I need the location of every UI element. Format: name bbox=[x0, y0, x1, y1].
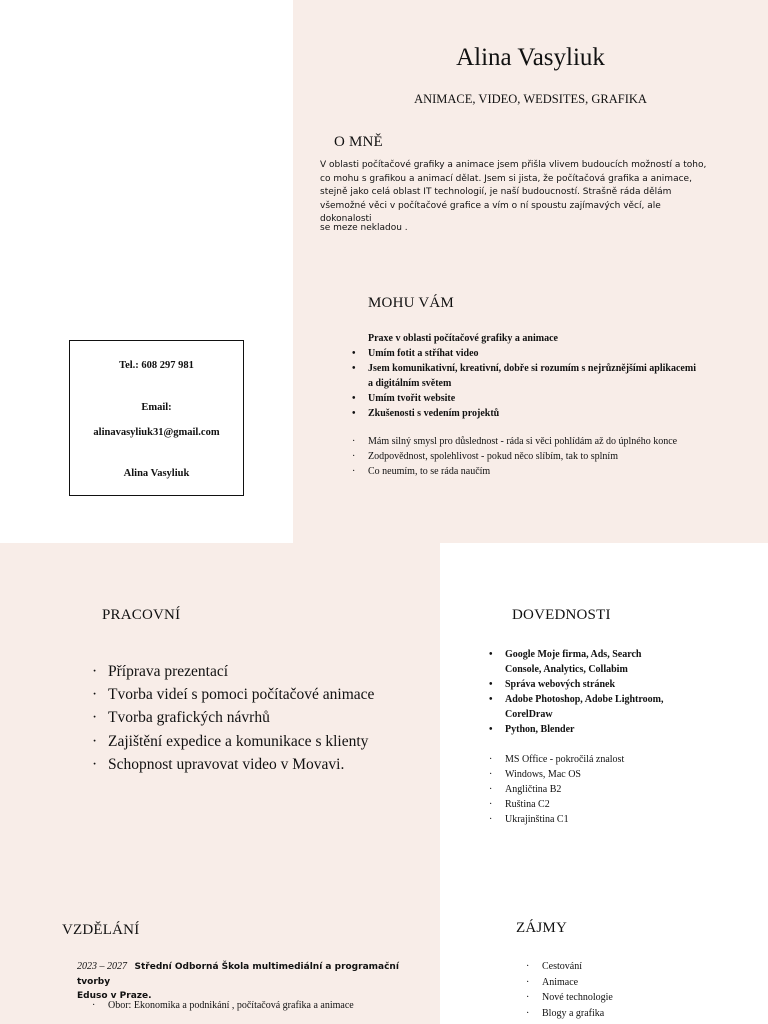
list-item-text: Umím fotit a stříhat video bbox=[368, 348, 479, 359]
work-list bbox=[92, 660, 432, 776]
list-item: · Co neumím, to se ráda naučím bbox=[352, 466, 491, 477]
list-item: · Nové technologie bbox=[526, 992, 613, 1003]
work-heading: PRACOVNÍ bbox=[102, 607, 181, 623]
list-item: · Obor: Ekonomika a podnikání , počítačová grafika a animace bbox=[92, 1000, 354, 1011]
list-item: · Animace bbox=[526, 976, 579, 988]
list-item: · Tvorba videí s pomoci počítačové animace bbox=[92, 686, 375, 704]
list-item: • Google Moje firma, Ads, Search Console, Analytics, Collabim bbox=[489, 649, 642, 675]
list-item: • Zkušenosti s vedením projektů bbox=[352, 408, 500, 419]
list-item-text: Zodpovědnost, spolehlivost - pokud něco slíbím, tak to splním bbox=[368, 451, 618, 462]
list-item-text: Animace bbox=[542, 976, 579, 988]
contact-name: Alina Vasyliuk bbox=[123, 468, 190, 479]
list-item-text: Zkušenosti s vedením projektů bbox=[368, 408, 500, 419]
list-item: · Zajištění expedice a komunikace s klienty bbox=[92, 732, 369, 750]
list-item-text: Angličtina B2 bbox=[505, 784, 562, 795]
list-item: • Umím fotit a stříhat video bbox=[352, 348, 479, 359]
offer-lead bbox=[352, 331, 697, 346]
list-item: · Cestování bbox=[526, 961, 582, 972]
list-item-text: Cestování bbox=[542, 961, 582, 972]
education-entry bbox=[77, 960, 432, 1004]
about-text bbox=[320, 159, 710, 227]
list-item: • Adobe Photoshop, Adobe Lightroom, CorelDraw bbox=[489, 694, 664, 720]
offer-list bbox=[352, 331, 697, 479]
education-school-cont: Eduso v Praze. bbox=[77, 991, 152, 1001]
list-item-text: Python, Blender bbox=[505, 724, 575, 735]
list-item-text: Tvorba grafických návrhů bbox=[108, 709, 270, 727]
list-item-text: Blogy a grafika bbox=[542, 1007, 605, 1019]
list-item-text: Obor: Ekonomika a podnikání , počítačová grafika a animace bbox=[108, 1000, 354, 1011]
about-line: se meze nekladou . bbox=[320, 223, 408, 233]
list-item-text: Tvorba videí s pomoci počítačové animace bbox=[108, 686, 375, 704]
list-item-text: Google Moje firma, Ads, Search Console, Analytics, Collabim bbox=[505, 649, 642, 675]
list-item-text: Ukrajinština C1 bbox=[505, 814, 569, 825]
list-item-text: Mám silný smysl pro důslednost - ráda si věci pohlídám až do úplného konce bbox=[368, 436, 678, 447]
list-item-text: Windows, Mac OS bbox=[505, 769, 581, 780]
candidate-tagline: ANIMACE, VIDEO, WEDSITES, GRAFIKA bbox=[414, 92, 647, 106]
list-item: • Python, Blender bbox=[489, 724, 575, 735]
about-heading: O MNĚ bbox=[334, 134, 383, 150]
list-item: · Angličtina B2 bbox=[489, 784, 562, 795]
list-item-text: Ruština C2 bbox=[505, 799, 550, 810]
contact-email[interactable]: alinavasyliuk31@gmail.com bbox=[93, 427, 220, 438]
hobbies-list bbox=[526, 959, 726, 1021]
about-line: V oblasti počítačové grafiky a animace jsem přišla vlivem budoucích možností a toho, bbox=[320, 160, 707, 170]
contact-box bbox=[69, 340, 244, 496]
list-item-text: Adobe Photoshop, Adobe Lightroom, CorelDraw bbox=[505, 694, 664, 720]
list-item: · Schopnost upravovat video v Movavi. bbox=[92, 755, 345, 773]
offer-heading: MOHU VÁM bbox=[368, 295, 454, 311]
list-item-text: Schopnost upravovat video v Movavi. bbox=[108, 755, 345, 773]
list-item-text: Umím tvořit website bbox=[368, 393, 456, 404]
hobbies-heading: ZÁJMY bbox=[516, 920, 568, 936]
education-heading: VZDĚLÁNÍ bbox=[62, 922, 140, 938]
about-line: všemožné věci v počítačové grafice a vím o ní spoustu zajímavých věcí, ale dokonalosti bbox=[320, 200, 661, 225]
education-field bbox=[92, 1000, 432, 1011]
education-school: Střední Odborná Škola multimediální a programační tvorby bbox=[77, 962, 399, 987]
contact-email-label: Email: bbox=[141, 402, 172, 413]
list-item-text: Nové technologie bbox=[542, 992, 613, 1003]
list-item-text: Správa webových stránek bbox=[505, 679, 616, 690]
list-item: • Umím tvořit website bbox=[352, 393, 456, 404]
work-panel bbox=[0, 543, 440, 1024]
skills-heading: DOVEDNOSTI bbox=[512, 607, 611, 623]
list-item: · Windows, Mac OS bbox=[489, 769, 581, 780]
list-item: · Příprava prezentací bbox=[92, 663, 229, 680]
list-item-text: MS Office - pokročilá znalost bbox=[505, 754, 625, 765]
candidate-name: Alina Vasyliuk bbox=[456, 44, 605, 71]
list-item: · Tvorba grafických návrhů bbox=[92, 709, 270, 727]
contact-phone: Tel.: 608 297 981 bbox=[119, 360, 194, 371]
about-line: stejně jako celá oblast IT technologií, je naší budoucností. Strašně ráda dělám bbox=[320, 187, 672, 198]
list-item: · Ukrajinština C1 bbox=[489, 814, 569, 825]
list-item: • Jsem komunikativní, kreativní, dobře si rozumím s nejrůznějšími aplikacemi a digitálním světem bbox=[352, 363, 696, 389]
list-item-text: Zajištění expedice a komunikace s klienty bbox=[108, 732, 369, 750]
list-item: · MS Office - pokročilá znalost bbox=[489, 754, 625, 765]
list-item: • Správa webových stránek bbox=[489, 679, 616, 690]
list-item: · Mám silný smysl pro důslednost - ráda si věci pohlídám až do úplného konce bbox=[352, 436, 678, 447]
list-item: · Zodpovědnost, spolehlivost - pokud něco slíbím, tak to splním bbox=[352, 451, 618, 462]
education-years: 2023 – 2027 bbox=[77, 961, 127, 972]
list-item-text: Jsem komunikativní, kreativní, dobře si rozumím s nejrůznějšími aplikacemi a digitálním světem bbox=[368, 363, 696, 389]
list-item-text: Co neumím, to se ráda naučím bbox=[368, 466, 491, 477]
education-line bbox=[77, 960, 432, 989]
about-line: co mohu s grafikou a animací dělat. Jsem si jista, že počítačová grafika a animace, bbox=[320, 173, 692, 184]
list-item: · Blogy a grafika bbox=[526, 1007, 605, 1019]
list-item: · Ruština C2 bbox=[489, 799, 550, 810]
offer-lead-text: Praxe v oblasti počítačové grafiky a animace bbox=[368, 333, 558, 344]
list-item-text: Příprava prezentací bbox=[108, 663, 229, 680]
skills-list bbox=[489, 647, 669, 827]
